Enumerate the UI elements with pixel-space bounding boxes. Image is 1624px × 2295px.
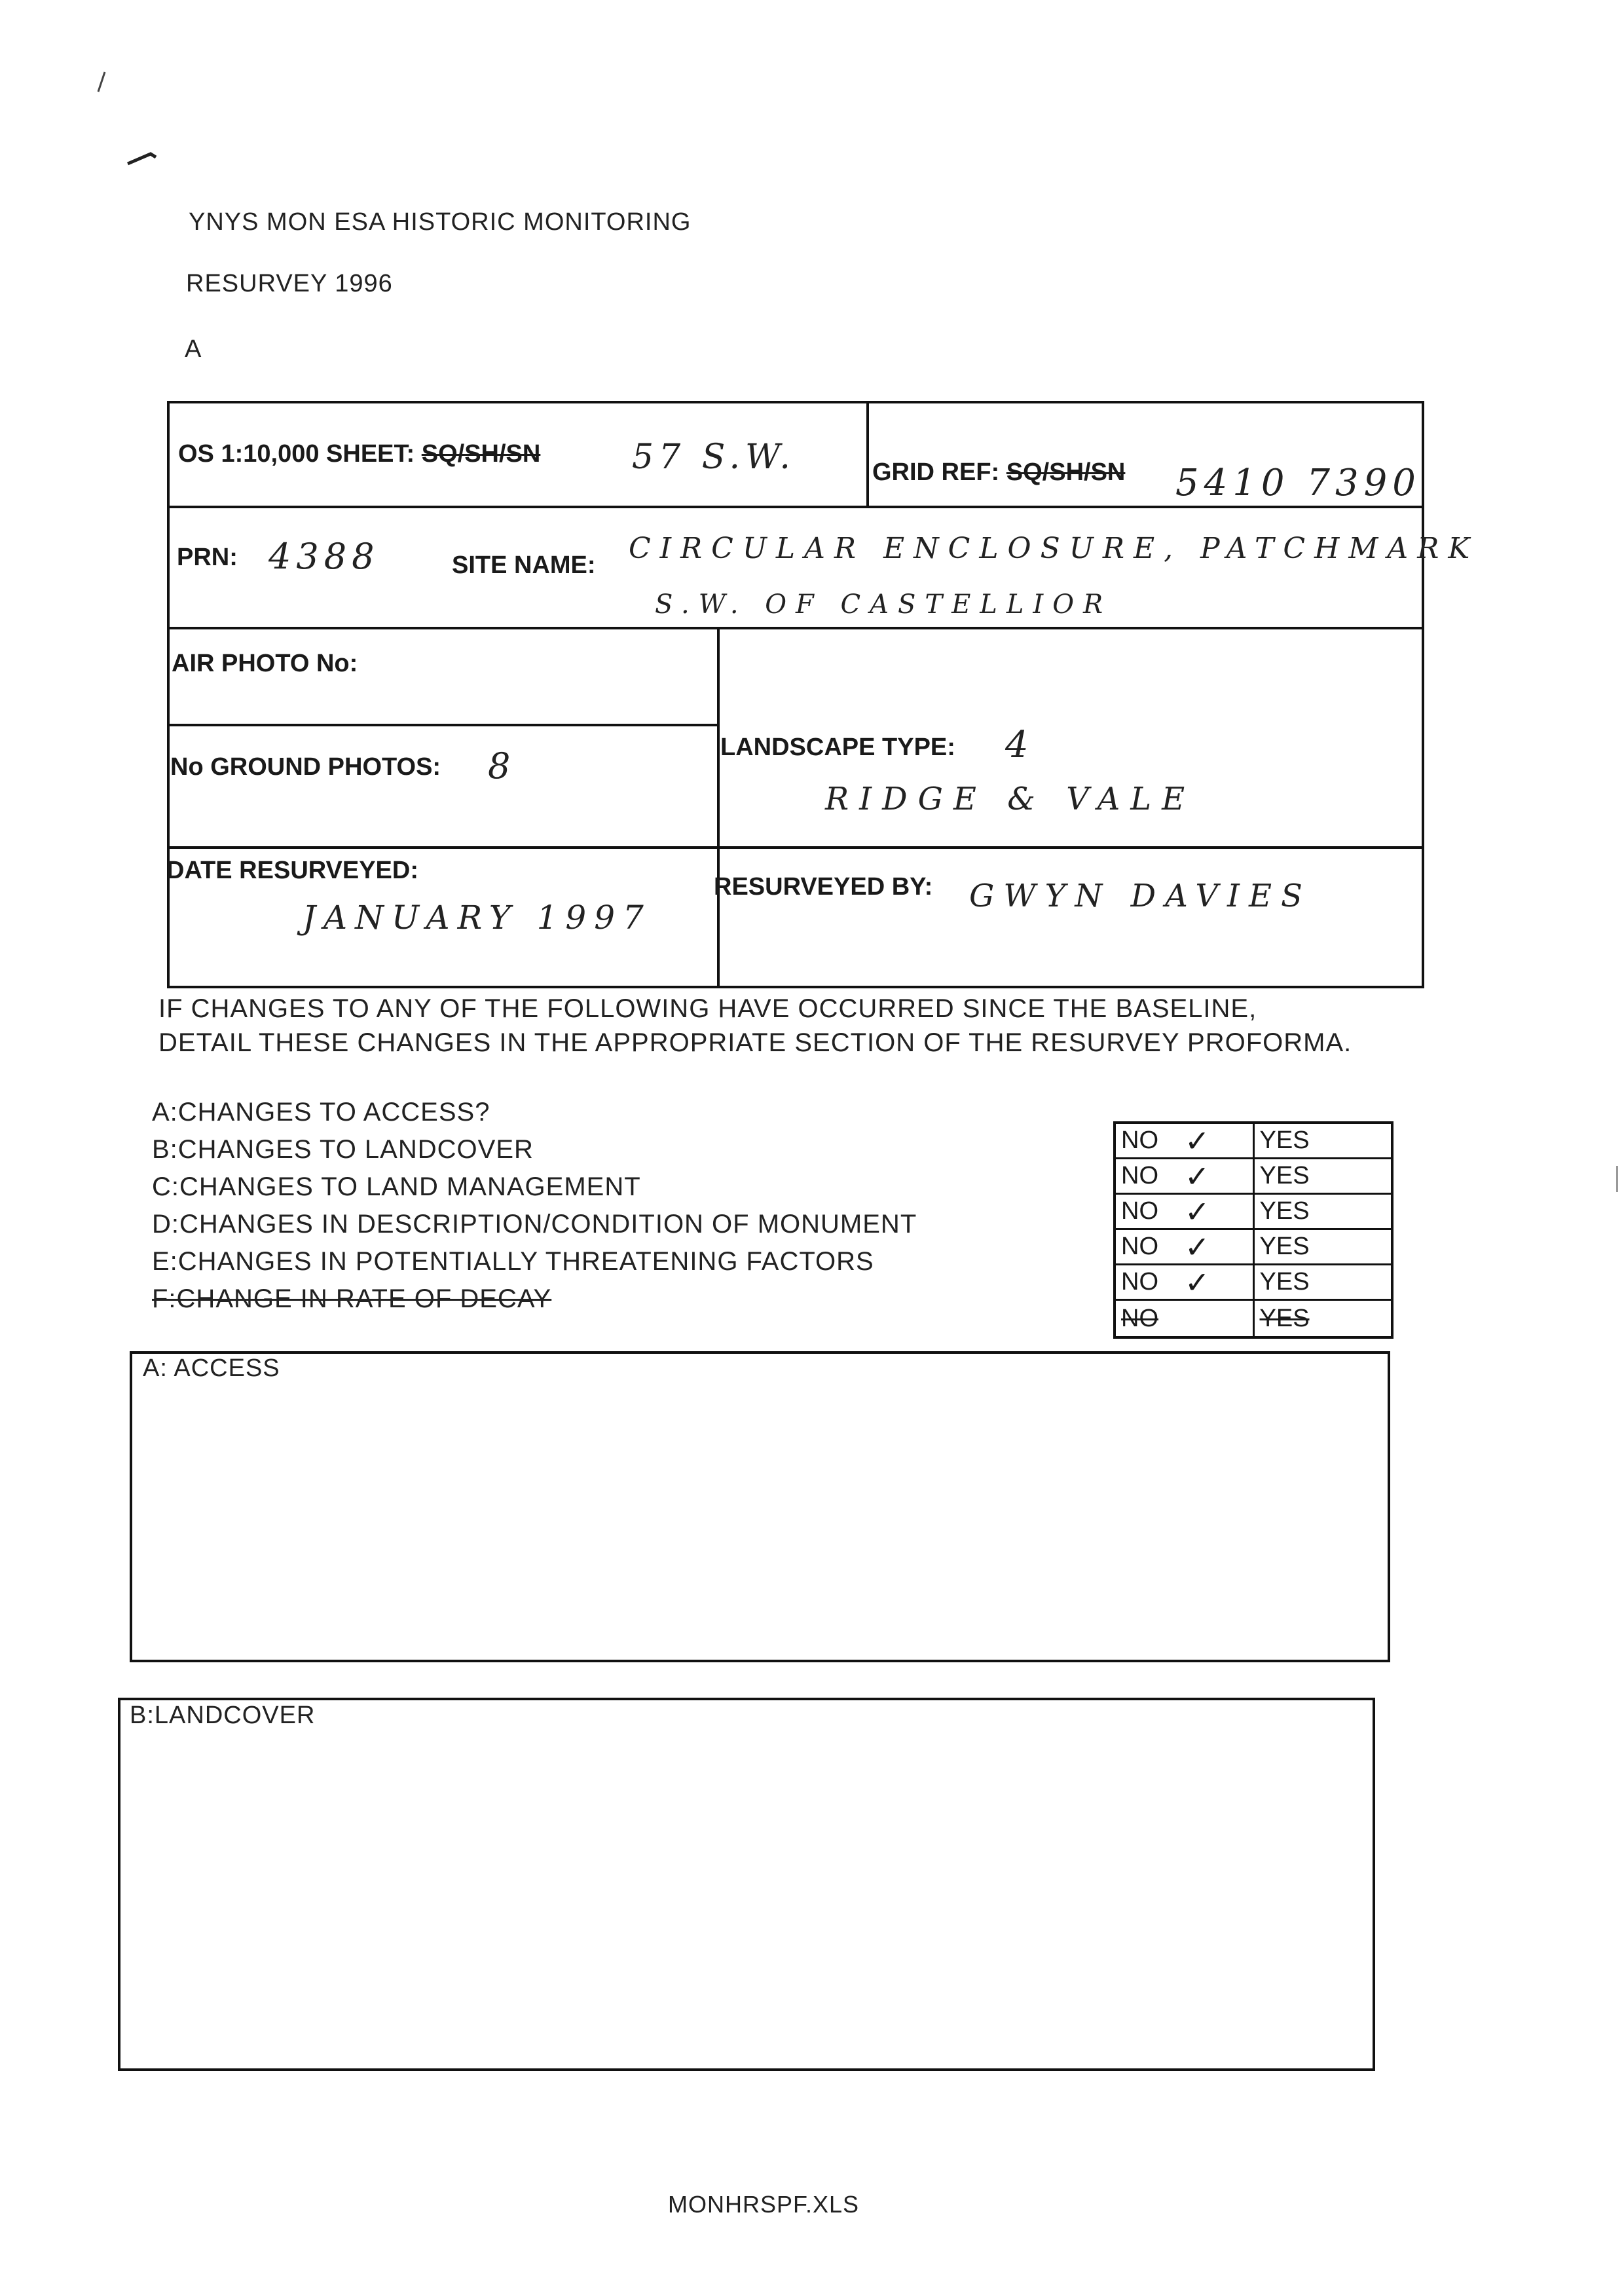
no-option[interactable]: NO ✓ — [1116, 1195, 1255, 1228]
change-item-access: A:CHANGES TO ACCESS? — [152, 1098, 490, 1127]
row-divider-4 — [167, 846, 1424, 849]
check-icon: ✓ — [1185, 1158, 1210, 1194]
air-photo-label: AIR PHOTO No: — [172, 650, 358, 677]
yes-option[interactable]: YES — [1259, 1233, 1310, 1260]
change-item-threats: E:CHANGES IN POTENTIALLY THREATENING FACTORS — [152, 1247, 874, 1276]
yes-option[interactable]: YES — [1259, 1162, 1310, 1189]
grid-ref-value: 5410 7390 — [1175, 462, 1421, 504]
os-sheet-value: 57 S.W. — [632, 438, 796, 477]
row-divider-1 — [167, 506, 1424, 508]
col-divider-mid — [717, 627, 720, 988]
change-item-landcover: B:CHANGES TO LANDCOVER — [152, 1135, 534, 1164]
prn-value: 4388 — [268, 536, 380, 577]
scan-edge-mark — [1616, 1166, 1618, 1192]
yes-option[interactable]: YES — [1259, 1304, 1310, 1332]
document-subtitle: RESURVEY 1996 — [186, 270, 393, 297]
resurveyed-by-label: RESURVEYED BY: — [714, 873, 933, 901]
form-code: A — [185, 335, 202, 363]
check-icon: ✓ — [1185, 1193, 1210, 1229]
site-name-label: SITE NAME: — [452, 551, 596, 579]
change-item-description: D:CHANGES IN DESCRIPTION/CONDITION OF MONUMENT — [152, 1210, 917, 1239]
row-divider-3 — [167, 724, 717, 726]
checkbox-row — [1116, 1230, 1391, 1265]
checkbox-row — [1116, 1159, 1391, 1195]
site-name-line2: S.W. OF CASTELLIOR — [655, 589, 1113, 620]
landcover-section-label: B:LANDCOVER — [130, 1702, 316, 1729]
no-option[interactable]: NO ✓ — [1116, 1265, 1255, 1299]
no-option[interactable]: NO ✓ — [1116, 1159, 1255, 1193]
ground-photos-label: No GROUND PHOTOS: — [170, 753, 441, 781]
checkbox-row — [1116, 1124, 1391, 1159]
landscape-type-label: LANDSCAPE TYPE: — [720, 734, 955, 761]
landcover-section[interactable] — [118, 1698, 1375, 2071]
grid-ref-label: GRID REF: SQ/SH/SN — [872, 458, 1126, 486]
scan-marks — [79, 59, 210, 177]
site-name-line1: CIRCULAR ENCLOSURE, PATCHMARK — [629, 532, 1479, 565]
os-sheet-prefix: SQ/SH/SN — [421, 440, 541, 468]
landscape-type-desc: RIDGE & VALE — [825, 781, 1196, 817]
row-divider-2 — [167, 627, 1424, 629]
yes-option[interactable]: YES — [1259, 1268, 1310, 1296]
check-icon: ✓ — [1185, 1123, 1210, 1159]
yes-option[interactable]: YES — [1259, 1127, 1310, 1154]
yes-option[interactable]: YES — [1259, 1197, 1310, 1225]
no-option[interactable]: NO ✓ — [1116, 1124, 1255, 1157]
resurveyed-by-value: GWYN DAVIES — [969, 878, 1312, 914]
landscape-type-value: 4 — [1005, 724, 1034, 766]
grid-ref-prefix: SQ/SH/SN — [1006, 458, 1126, 486]
date-resurveyed-label: DATE RESURVEYED: — [166, 857, 418, 884]
prn-label: PRN: — [177, 544, 238, 571]
document-title: YNYS MON ESA HISTORIC MONITORING — [189, 208, 692, 236]
no-option[interactable]: NO ✓ — [1116, 1230, 1255, 1263]
checkbox-row — [1116, 1301, 1391, 1336]
check-icon: ✓ — [1185, 1264, 1210, 1300]
changes-checkbox-grid — [1113, 1121, 1393, 1339]
col-divider-top — [866, 401, 869, 506]
change-item-land-management: C:CHANGES TO LAND MANAGEMENT — [152, 1172, 641, 1201]
date-resurveyed-value: JANUARY 1997 — [303, 899, 652, 937]
instructions-line2: DETAIL THESE CHANGES IN THE APPROPRIATE SECTION OF THE RESURVEY PROFORMA. — [158, 1028, 1352, 1057]
access-section-label: A: ACCESS — [143, 1354, 280, 1382]
ground-photos-value: 8 — [488, 745, 516, 787]
changes-list — [152, 1094, 917, 1318]
instructions-line1: IF CHANGES TO ANY OF THE FOLLOWING HAVE OCCURRED SINCE THE BASELINE, — [158, 994, 1257, 1023]
change-item-decay: F:CHANGE IN RATE OF DECAY — [152, 1284, 552, 1313]
checkbox-row — [1116, 1195, 1391, 1230]
os-sheet-label: OS 1:10,000 SHEET: SQ/SH/SN — [178, 440, 541, 468]
access-section[interactable] — [130, 1351, 1390, 1662]
check-icon: ✓ — [1185, 1229, 1210, 1265]
checkbox-row — [1116, 1265, 1391, 1301]
footer-filename: MONHRSPF.XLS — [668, 2191, 860, 2218]
no-option[interactable]: NO — [1116, 1301, 1255, 1336]
